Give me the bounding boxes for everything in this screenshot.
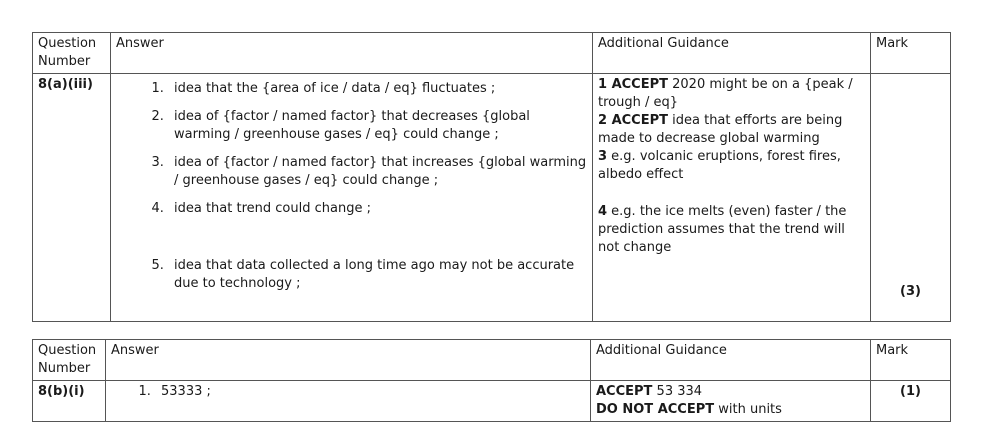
answer-cell <box>106 381 591 422</box>
answer-item: 1. idea that the {area of ice / data / eq} fluctuates ; <box>168 80 587 98</box>
question-number: 8(b)(i) <box>33 381 106 422</box>
guidance-item: DO NOT ACCEPT with units <box>596 402 782 417</box>
answer-item: 4. idea that trend could change ; <box>168 200 587 218</box>
answer-item: 3. idea of {factor / named factor} that increases {global warming / greenhouse gases / eq} could change ; <box>168 154 587 190</box>
answer-row <box>33 381 951 422</box>
question-number: 8(a)(iii) <box>33 74 111 322</box>
guidance-item: 1 ACCEPT 2020 might be on a {peak / trough / eq} <box>598 77 853 110</box>
answer-cell <box>111 74 593 322</box>
answer-item: 1. 53333 ; <box>155 383 585 401</box>
guidance-item: 3 e.g. volcanic eruptions, forest fires, albedo effect <box>598 149 841 182</box>
question-number-header: Question Number <box>33 340 106 381</box>
mark-value: (3) <box>871 74 951 322</box>
answer-item: 2. idea of {factor / named factor} that decreases {global warming / greenhouse gases / eq} could change ; <box>168 108 587 144</box>
answer-item: 5. idea that data collected a long time ago may not be accurate due to technology ; <box>168 257 587 293</box>
mark-header: Mark <box>871 33 951 74</box>
header-row <box>33 340 951 381</box>
guidance-header: Additional Guidance <box>591 340 871 381</box>
mark-header: Mark <box>871 340 951 381</box>
answer-list <box>111 383 585 401</box>
guidance-cell <box>593 74 871 322</box>
answer-list <box>116 80 587 293</box>
answer-row <box>33 74 951 322</box>
guidance-item: ACCEPT 53 334 <box>596 384 703 399</box>
guidance-item: 2 ACCEPT idea that efforts are being made to decrease global warming <box>598 113 843 146</box>
question-number-header: Question Number <box>33 33 111 74</box>
mark-value: (1) <box>871 381 951 422</box>
guidance-cell <box>591 381 871 422</box>
header-row <box>33 33 951 74</box>
guidance-item: 4 e.g. the ice melts (even) faster / the prediction assumes that the trend will not change <box>598 204 847 255</box>
answer-header: Answer <box>111 33 593 74</box>
answer-header: Answer <box>106 340 591 381</box>
guidance-header: Additional Guidance <box>593 33 871 74</box>
mark-scheme-table-8b-i <box>32 339 951 422</box>
mark-scheme-table-8a-iii <box>32 32 951 322</box>
